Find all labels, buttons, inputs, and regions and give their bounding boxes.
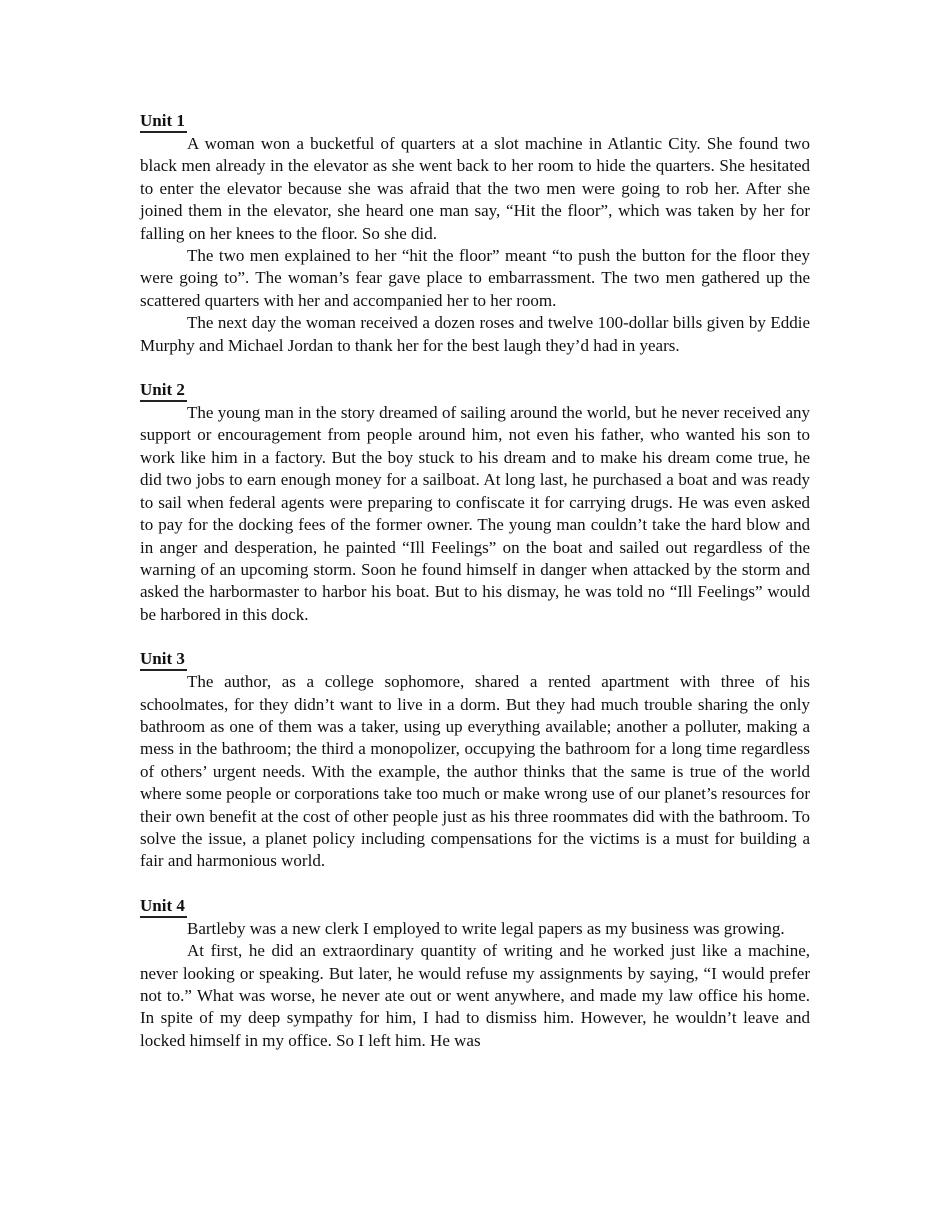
unit-1 <box>140 110 810 357</box>
paragraph: The next day the woman received a dozen roses and twelve 100-dollar bills given by Eddie Murphy and Michael Jordan to thank her for the best laugh they’d had in years. <box>140 313 810 355</box>
paragraph: A woman won a bucketful of quarters at a slot machine in Atlantic City. She found two black men already in the elevator as she went back to her room to hide the quarters. She hesitated to enter the elevator because she was afraid that the two men were going to rob her. After she joined them in the elevator, she heard one man say, “Hit the floor”, which was taken by her for falling on her knees to the floor. So she did. <box>140 134 810 243</box>
paragraph: The author, as a college sophomore, shared a rented apartment with three of his schoolmates, for they didn’t want to live in a dorm. But they had much trouble sharing the only bathroom as one of them was a taker, using up everything available; another a polluter, making a mess in the bathroom; the third a monopolizer, occupying the bathroom for a long time regardless of others’ urgent needs. With the example, the author thinks that the same is true of the world where some people or corporations take too much or make wrong use of our planet’s resources for their own benefit at the cost of other people just as his three roommates did with the bathroom. To solve the issue, a planet policy including compensations for the victims is a must for building a fair and harmonious world. <box>140 672 810 871</box>
unit-heading: Unit 1 <box>140 111 187 133</box>
unit-heading: Unit 2 <box>140 380 187 402</box>
paragraph: The young man in the story dreamed of sailing around the world, but he never received any support or encouragement from people around him, not even his father, who wanted his son to work like him in a factory. But the boy stuck to his dream and to make his dream come true, he did two jobs to earn enough money for a sailboat. At long last, he purchased a boat and was ready to sail when federal agents were preparing to confiscate it for carrying drugs. He was even asked to pay for the docking fees of the former owner. The young man couldn’t take the hard blow and in anger and desperation, he painted “Ill Feelings” on the boat and sailed out regardless of the warning of an upcoming storm. Soon he found himself in danger when attacked by the storm and asked the harbormaster to harbor his boat. But to his dismay, he was told no “Ill Feelings” would be harbored in this dock. <box>140 403 810 624</box>
unit-2 <box>140 379 810 626</box>
unit-3 <box>140 648 810 873</box>
unit-heading: Unit 4 <box>140 896 187 918</box>
paragraph: At first, he did an extraordinary quantity of writing and he worked just like a machine, never looking or speaking. But later, he would refuse my assignments by saying, “I would prefer not to.” What was worse, he never ate out or went anywhere, and made my law office his home. In spite of my deep sympathy for him, I had to dismiss him. However, he wouldn’t leave and locked himself in my office. So I left him. He was <box>140 941 810 1050</box>
unit-4 <box>140 895 810 1052</box>
document-page <box>140 110 810 1074</box>
paragraph: Bartleby was a new clerk I employed to write legal papers as my business was growing. <box>187 918 785 938</box>
unit-heading: Unit 3 <box>140 649 187 671</box>
paragraph: The two men explained to her “hit the floor” meant “to push the button for the floor they were going to”. The woman’s fear gave place to embarrassment. The two men gathered up the scattered quarters with her and accompanied her to her room. <box>140 246 810 310</box>
